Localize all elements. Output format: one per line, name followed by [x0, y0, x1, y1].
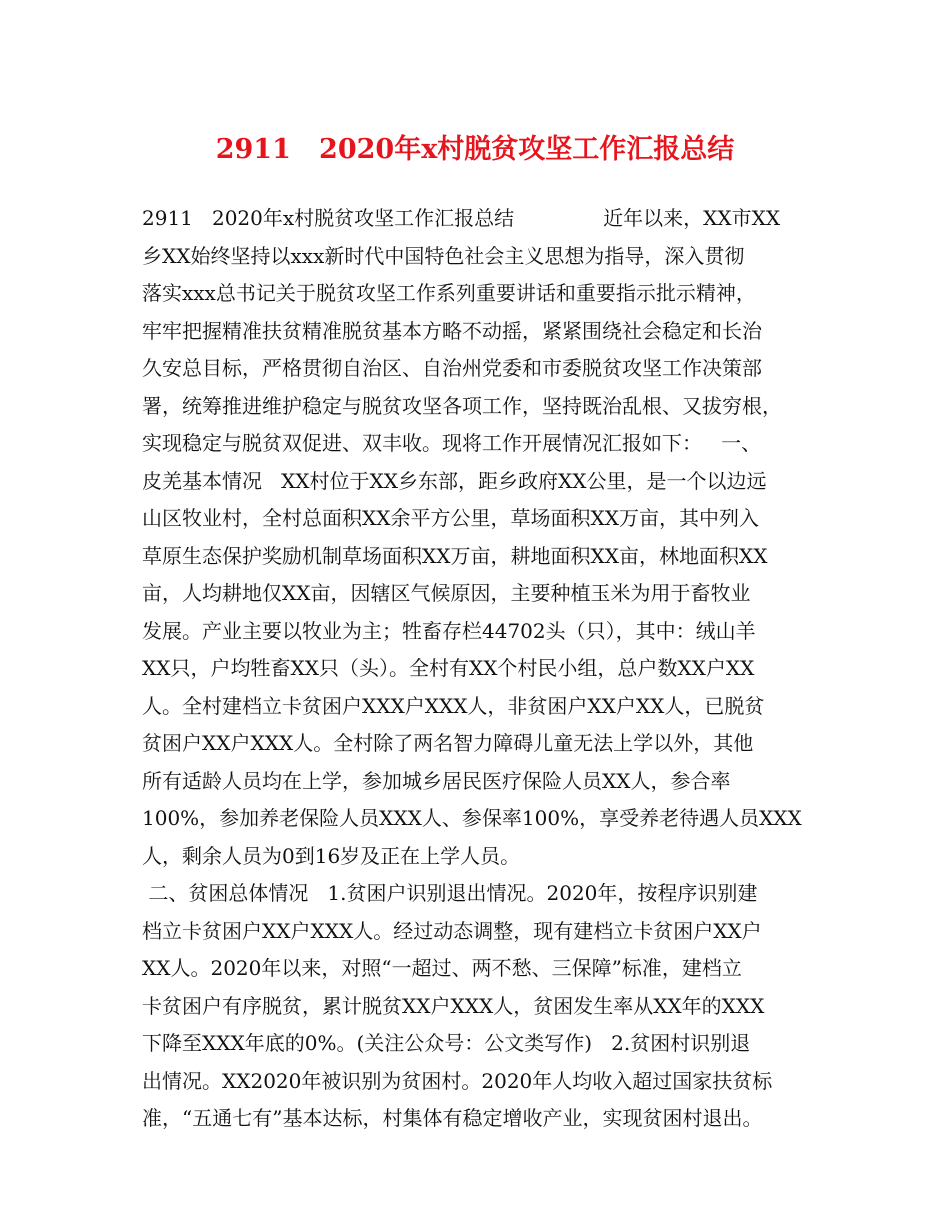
body-line: 下降至XXX年底的0%。(关注公众号：公文类写作) 2.贫困村识别退 [142, 1031, 751, 1055]
body-line: 乡XX始终坚持以xxx新时代中国特色社会主义思想为指导，深入贯彻 [142, 243, 745, 268]
body-line: XX人。2020年以来，对照“一超过、两不愁、三保障”标准，建档立 [142, 956, 742, 980]
body-line: 二、贫困总体情况 1.贫困户识别退出情况。2020年，按程序识别建 [142, 881, 758, 905]
body-line: 卡贫困户有序脱贫，累计脱贫XX户XXX人，贫困发生率从XX年的XXX [142, 993, 765, 1018]
body-line: XX只，户均牲畜XX只（头）。全村有XX个村民小组，总户数XX户XX [142, 656, 755, 680]
body-line: 牢牢把握精准扶贫精准脱贫基本方略不动摇，紧紧围绕社会稳定和长治 [142, 318, 762, 343]
body-line: 发展。产业主要以牧业为主；牲畜存栏44702头（只），其中：绒山羊 [142, 618, 756, 643]
document-title: 2911 2020年x村脱贫攻坚工作汇报总结 [215, 134, 735, 165]
body-line: 贫困户XX户XXX人。全村除了两名智力障碍儿童无法上学以外，其他 [142, 731, 754, 755]
body-line: 皮羌基本情况 XX村位于XX乡东部，距乡政府XX公里，是一个以边远 [142, 468, 767, 493]
body-line: 人，剩余人员为0到16岁及正在上学人员。 [142, 843, 521, 868]
body-line: 草原生态保护奖励机制草场面积XX万亩，耕地面积XX亩，林地面积XX [142, 543, 768, 568]
body-line: 久安总目标，严格贯彻自治区、自治州党委和市委脱贫攻坚工作决策部 [142, 356, 762, 380]
body-line: 档立卡贫困户XX户XXX人。经过动态调整，现有建档立卡贫困户XX户 [142, 918, 762, 943]
body-line: 落实xxx总书记关于脱贫攻坚工作系列重要讲话和重要指示批示精神， [142, 281, 756, 305]
body-line: 人。全村建档立卡贫困户XXX户XXX人，非贫困户XX户XX人，已脱贫 [142, 693, 765, 718]
document-body [142, 200, 822, 1138]
body-line: 出情况。XX2020年被识别为贫困村。2020年人均收入超过国家扶贫标 [142, 1068, 773, 1093]
body-line: 山区牧业村，全村总面积XX余平方公里，草场面积XX万亩，其中列入 [142, 506, 759, 530]
body-line: 亩，人均耕地仅XX亩，因辖区气候原因，主要种植玉米为用于畜牧业 [142, 581, 751, 605]
body-line: 所有适龄人员均在上学，参加城乡居民医疗保险人员XX人，参合率 [142, 768, 731, 793]
body-line: 100%，参加养老保险人员XXX人、参保率100%，享受养老待遇人员XXX [142, 806, 802, 830]
body-line: 准，“五通七有”基本达标，村集体有稳定增收产业，实现贫困村退出。 [142, 1106, 763, 1130]
body-line: 2911 2020年x村脱贫攻坚工作汇报总结 近年以来，XX市XX [142, 206, 781, 230]
body-line: 实现稳定与脱贫双促进、双丰收。现将工作开展情况汇报如下： 一、 [142, 431, 762, 455]
body-line: 署，统筹推进维护稳定与脱贫攻坚各项工作，坚持既治乱根、又拔穷根， [142, 393, 782, 418]
